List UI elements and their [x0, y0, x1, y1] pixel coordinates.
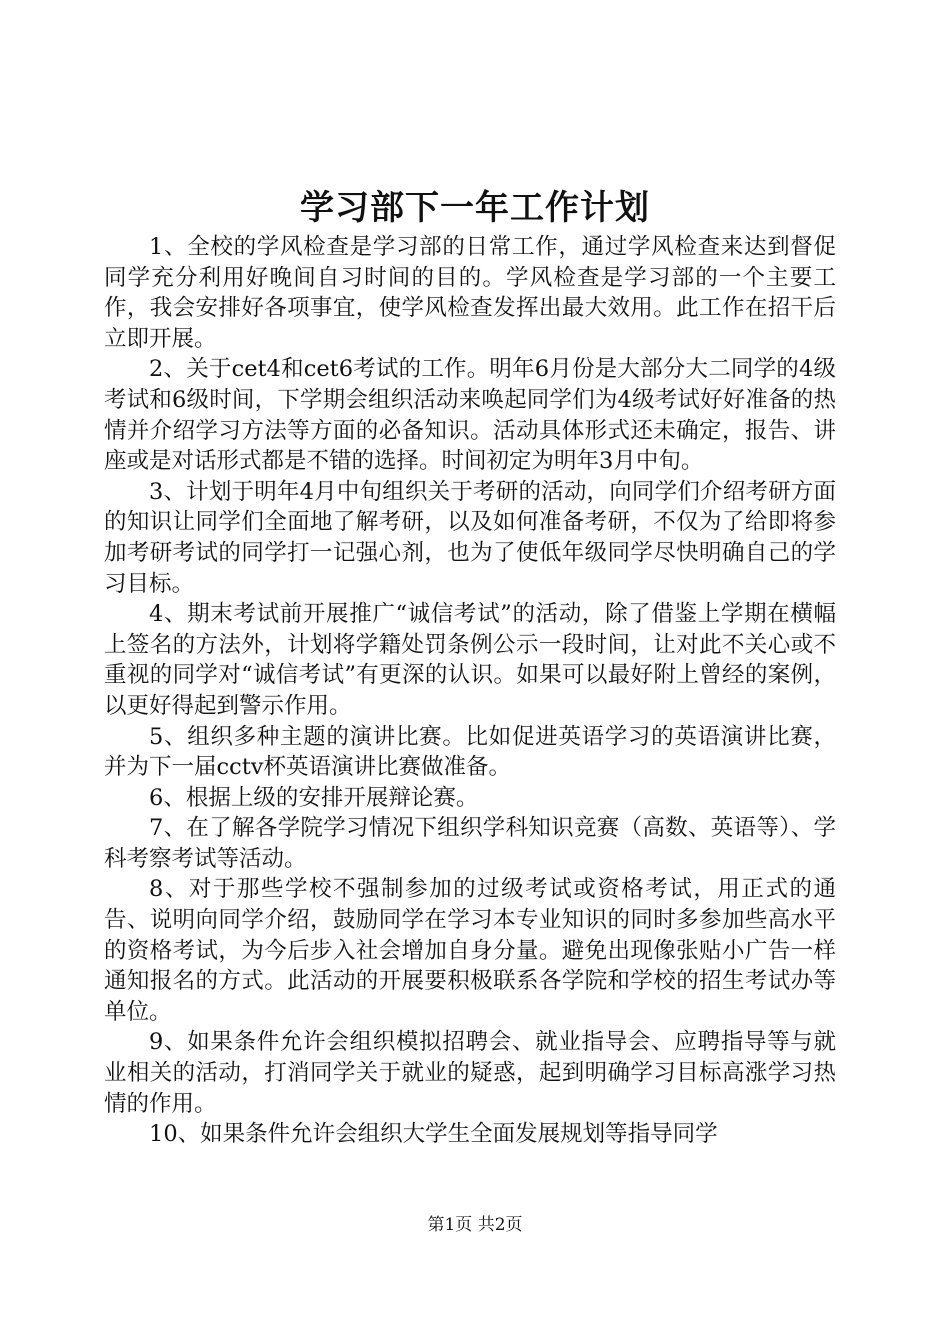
paragraph-1: 1、全校的学风检查是学习部的日常工作，通过学风检查来达到督促同学充分利用好晚间自习时间的目的。学风检查是学习部的一个主要工作，我会安排好各项事宜，使学风检查发挥出最大效用。此工作在招干后立即开展。 [104, 234, 836, 352]
paragraph-5: 5、组织多种主题的演讲比赛。比如促进英语学习的英语演讲比赛，并为下一届cctv杯英语演讲比赛做准备。 [104, 723, 836, 781]
paragraph-4: 4、期末考试前开展推广“诚信考试”的活动，除了借鉴上学期在横幅上签名的方法外，计划将学籍处罚条例公示一段时间，让对此不关心或不重视的同学对“诚信考试”有更深的认识。如果可以最好附上曾经的案例，以更好得起到警示作用。 [104, 601, 836, 719]
document-body [104, 232, 836, 1150]
paragraph-7: 7、在了解各学院学习情况下组织学科知识竞赛（高数、英语等）、学科考察考试等活动。 [104, 815, 836, 872]
paragraph-10: 10、如果条件允许会组织大学生全面发展规划等指导同学 [149, 1121, 718, 1148]
paragraph-3: 3、计划于明年4月中旬组织关于考研的活动，向同学们介绍考研方面的知识让同学们全面地了解考研，以及如何准备考研，不仅为了给即将参加考研考试的同学打一记强心剂，也为了使低年级同学尽快明确自己的学习目标。 [104, 478, 836, 597]
paragraph-8: 8、对于那些学校不强制参加的过级考试或资格考试，用正式的通告、说明向同学介绍，鼓励同学在学习本专业知识的同时多参加些高水平的资格考试，为今后步入社会增加自身分量。避免出现像张贴小广告一样通知报名的方式。此活动的开展要积极联系各学院和学校的招生考试办等单位。 [104, 876, 836, 1025]
paragraph-2: 2、关于cet4和cet6考试的工作。明年6月份是大部分大二同学的4级考试和6级时间，下学期会组织活动来唤起同学们为4级考试好好准备的热情并介绍学习方法等方面的必备知识。活动具体形式还未确定，报告、讲座或是对话形式都是不错的选择。时间初定为明年3月中旬。 [104, 356, 836, 475]
page-number-footer: 第1页 共2页 [427, 1215, 523, 1235]
paragraph-9: 9、如果条件允许会组织模拟招聘会、就业指导会、应聘指导等与就业相关的活动，打消同学关于就业的疑惑，起到明确学习目标高涨学习热情的作用。 [104, 1029, 836, 1117]
document-title: 学习部下一年工作计划 [300, 188, 650, 228]
paragraph-6: 6、根据上级的安排开展辩论赛。 [149, 784, 479, 811]
